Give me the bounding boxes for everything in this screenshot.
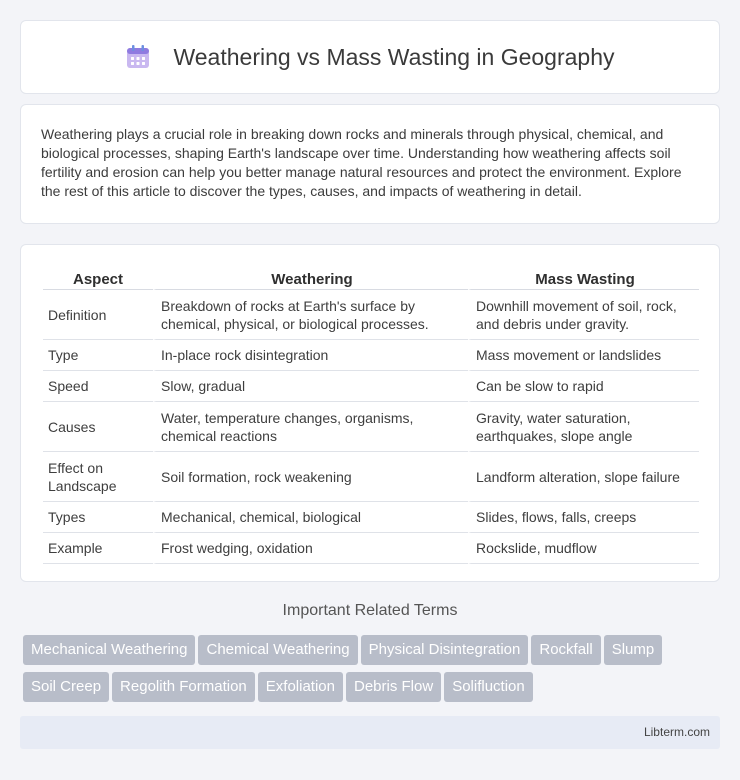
tag-mechanical-weathering[interactable]: Mechanical Weathering [23, 635, 195, 665]
cell-aspect: Definition [43, 290, 153, 340]
cell-mass-wasting: Landform alteration, slope failure [468, 452, 699, 502]
table-row [43, 290, 699, 340]
table-row [43, 452, 699, 502]
table-row [43, 371, 699, 402]
cell-weathering: Mechanical, chemical, biological [153, 502, 468, 533]
related-terms-title: Important Related Terms [282, 602, 458, 619]
cell-mass-wasting: Mass movement or landslides [468, 340, 699, 371]
cell-aspect: Causes [43, 402, 153, 452]
title-card [20, 20, 720, 94]
header-weathering: Weathering [153, 265, 468, 290]
table-header-row [43, 265, 699, 290]
cell-aspect: Types [43, 502, 153, 533]
tag-soil-creep[interactable]: Soil Creep [23, 672, 109, 702]
cell-weathering: Water, temperature changes, organisms, chemical reactions [153, 402, 468, 452]
cell-aspect: Type [43, 340, 153, 371]
tag-solifluction[interactable]: Solifluction [444, 672, 533, 702]
tag-slump[interactable]: Slump [604, 635, 663, 665]
table-row [43, 340, 699, 371]
header-aspect: Aspect [43, 265, 153, 290]
footer-site-link[interactable]: Libterm.com [643, 725, 710, 739]
cell-aspect: Speed [43, 371, 153, 402]
tag-chemical-weathering[interactable]: Chemical Weathering [198, 635, 357, 665]
cell-aspect: Effect on Landscape [43, 452, 153, 502]
cell-mass-wasting: Downhill movement of soil, rock, and debris under gravity. [468, 290, 699, 340]
comparison-card [20, 244, 720, 582]
tag-rockfall[interactable]: Rockfall [531, 635, 600, 665]
table-row [43, 402, 699, 452]
cell-mass-wasting: Rockslide, mudflow [468, 533, 699, 564]
cell-mass-wasting: Slides, flows, falls, creeps [468, 502, 699, 533]
cell-mass-wasting: Can be slow to rapid [468, 371, 699, 402]
tag-regolith-formation[interactable]: Regolith Formation [112, 672, 255, 702]
page-title: Weathering vs Mass Wasting in Geography [173, 43, 615, 70]
comparison-table [43, 265, 699, 564]
table-row [43, 533, 699, 564]
calendar-icon [125, 44, 151, 70]
related-terms-tags [23, 635, 723, 709]
cell-aspect: Example [43, 533, 153, 564]
cell-weathering: In-place rock disintegration [153, 340, 468, 371]
cell-weathering: Breakdown of rocks at Earth's surface by chemical, physical, or biological processes. [153, 290, 468, 340]
intro-card [20, 104, 720, 224]
footer [20, 716, 720, 749]
tag-exfoliation[interactable]: Exfoliation [258, 672, 343, 702]
tag-physical-disintegration[interactable]: Physical Disintegration [361, 635, 529, 665]
header-mass-wasting: Mass Wasting [468, 265, 699, 290]
cell-weathering: Soil formation, rock weakening [153, 452, 468, 502]
cell-weathering: Slow, gradual [153, 371, 468, 402]
cell-weathering: Frost wedging, oxidation [153, 533, 468, 564]
intro-text: Weathering plays a crucial role in breaking down rocks and minerals through physical, chemical, and biological processes, shaping Earth's landscape over time. Understanding how weathering affects soil fertility and erosion can help you better manage natural resources and protect the environment. Explore the rest of this article to discover the types, causes, and impacts of weathering in detail. [41, 126, 682, 199]
table-row [43, 502, 699, 533]
tag-debris-flow[interactable]: Debris Flow [346, 672, 441, 702]
cell-mass-wasting: Gravity, water saturation, earthquakes, slope angle [468, 402, 699, 452]
